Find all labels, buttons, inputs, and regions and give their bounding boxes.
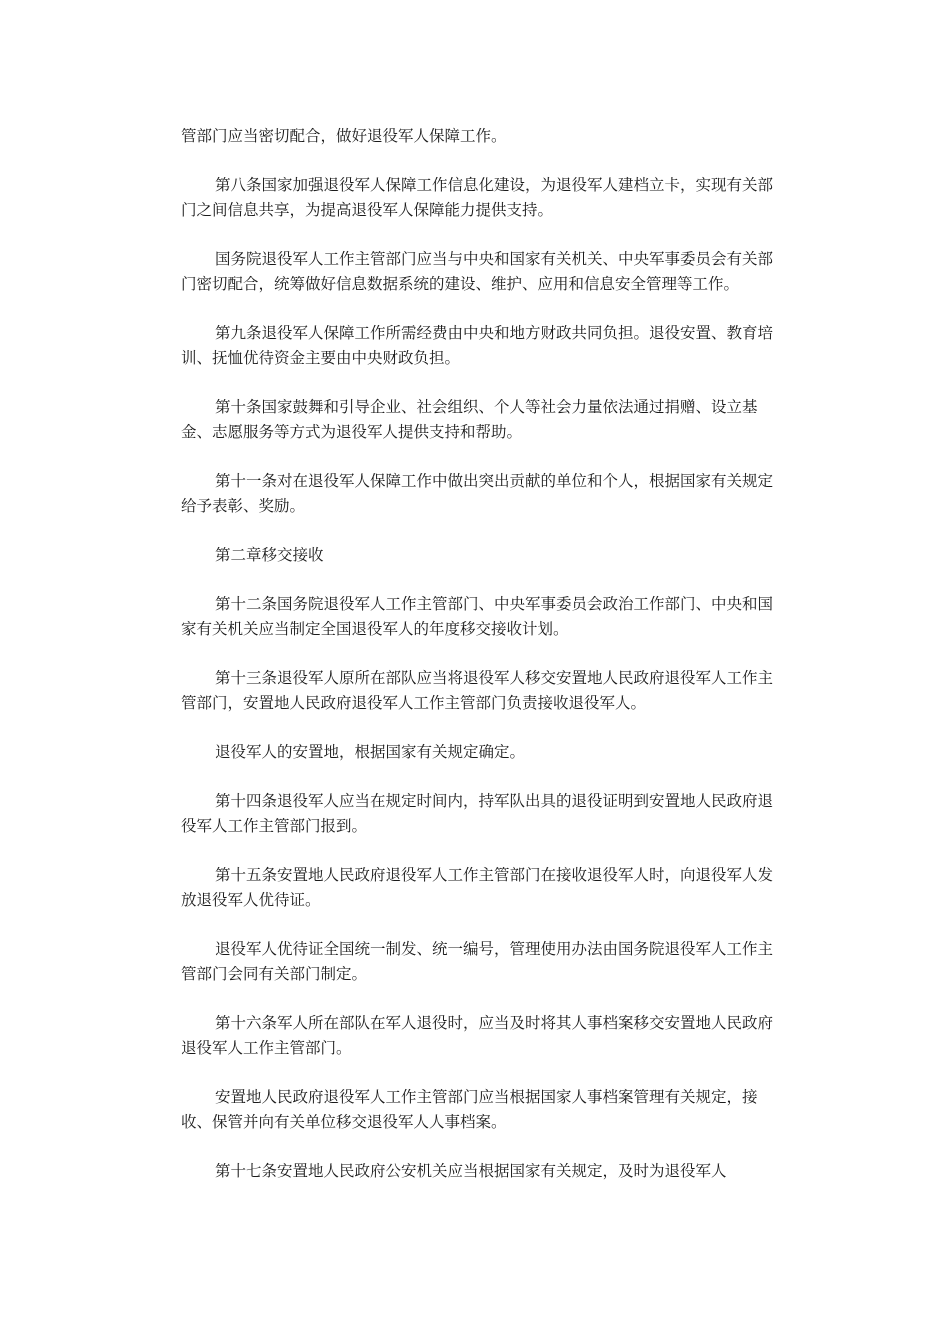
document-body bbox=[181, 124, 773, 1208]
paragraph-10: 退役军人的安置地，根据国家有关规定确定。 bbox=[215, 743, 526, 761]
paragraph-article-11: 第十一条对在退役军人保障工作中做出突出贡献的单位和个人，根据国家有关规定给予表彰、奖励。 bbox=[181, 472, 774, 515]
paragraph-3: 国务院退役军人工作主管部门应当与中央和国家有关机关、中央军事委员会有关部门密切配合，统筹做好信息数据系统的建设、维护、应用和信息安全管理等工作。 bbox=[181, 250, 774, 293]
paragraph-article-15: 第十五条安置地人民政府退役军人工作主管部门在接收退役军人时，向退役军人发放退役军人优待证。 bbox=[181, 866, 774, 909]
paragraph-article-16: 第十六条军人所在部队在军人退役时，应当及时将其人事档案移交安置地人民政府退役军人工作主管部门。 bbox=[181, 1014, 774, 1057]
paragraph-article-17: 第十七条安置地人民政府公安机关应当根据国家有关规定，及时为退役军人 bbox=[215, 1162, 727, 1180]
paragraph-1: 管部门应当密切配合，做好退役军人保障工作。 bbox=[181, 127, 507, 145]
paragraph-15: 安置地人民政府退役军人工作主管部门应当根据国家人事档案管理有关规定，接收、保管并向有关单位移交退役军人人事档案。 bbox=[181, 1088, 758, 1131]
paragraph-article-8: 第八条国家加强退役军人保障工作信息化建设，为退役军人建档立卡，实现有关部门之间信息共享，为提高退役军人保障能力提供支持。 bbox=[181, 176, 774, 219]
paragraph-article-10: 第十条国家鼓舞和引导企业、社会组织、个人等社会力量依法通过捐赠、设立基金、志愿服务等方式为退役军人提供支持和帮助。 bbox=[181, 398, 758, 441]
chapter-heading: 第二章移交接收 bbox=[215, 546, 324, 564]
paragraph-article-14: 第十四条退役军人应当在规定时间内，持军队出具的退役证明到安置地人民政府退役军人工作主管部门报到。 bbox=[181, 792, 774, 835]
paragraph-13: 退役军人优待证全国统一制发、统一编号，管理使用办法由国务院退役军人工作主管部门会同有关部门制定。 bbox=[181, 940, 774, 983]
paragraph-article-13: 第十三条退役军人原所在部队应当将退役军人移交安置地人民政府退役军人工作主管部门，安置地人民政府退役军人工作主管部门负责接收退役军人。 bbox=[181, 669, 774, 712]
paragraph-article-12: 第十二条国务院退役军人工作主管部门、中央军事委员会政治工作部门、中央和国家有关机关应当制定全国退役军人的年度移交接收计划。 bbox=[181, 595, 774, 638]
paragraph-article-9: 第九条退役军人保障工作所需经费由中央和地方财政共同负担。退役安置、教育培训、抚恤优待资金主要由中央财政负担。 bbox=[181, 324, 774, 367]
